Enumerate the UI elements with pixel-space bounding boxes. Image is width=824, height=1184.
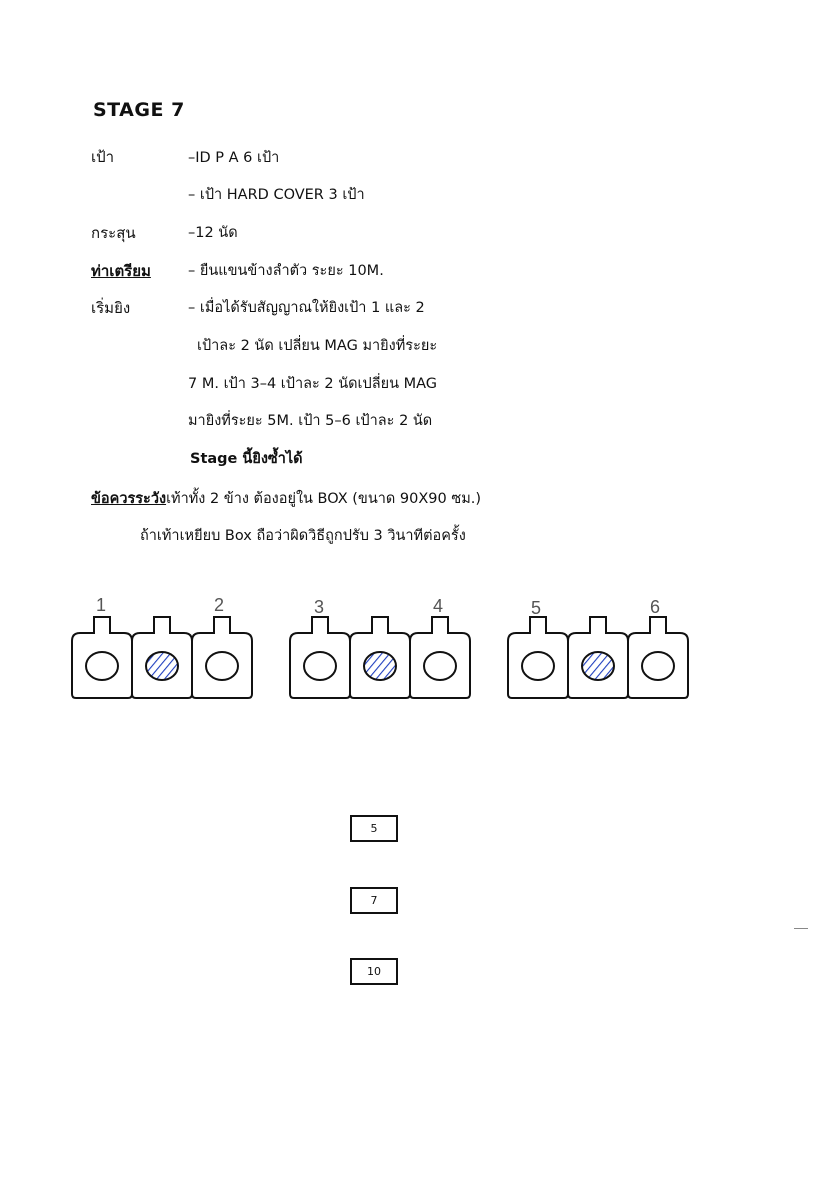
caution-label: ข้อควรระวัง xyxy=(91,491,167,507)
start-line-3: 7 M. เป้า 3–4 เป้าละ 2 นัดเปลี่ยน MAG xyxy=(188,376,438,392)
value-ready-position: – ยืนแขนข้างลำตัว ระยะ 10M. xyxy=(188,263,384,279)
hard-cover-target xyxy=(350,617,410,698)
idpa-target xyxy=(628,617,688,698)
target-number-5: 5 xyxy=(530,598,542,618)
target-number-2: 2 xyxy=(213,595,225,615)
idpa-target xyxy=(192,617,252,698)
hard-cover-target xyxy=(568,617,628,698)
repeat-note: Stage นี้ยิงซ้ำได้ xyxy=(190,451,303,467)
target-layout-diagram xyxy=(0,585,824,715)
label-targets: เป้า xyxy=(91,148,115,166)
distance-box-7: 7 xyxy=(350,887,398,914)
idpa-target xyxy=(410,617,470,698)
caution-text: เท้าทั้ง 2 ข้าง ต้องอยู่ใน BOX (ขนาด 90X90 ซม.) xyxy=(166,491,482,507)
hard-cover-target xyxy=(132,617,192,698)
stage-title: STAGE 7 xyxy=(93,99,185,121)
label-ready-position: ท่าเตรียม xyxy=(91,262,151,280)
scan-edge-mark xyxy=(794,928,808,929)
idpa-target xyxy=(508,617,568,698)
value-start: – เมื่อได้รับสัญญาณให้ยิงเป้า 1 และ 2 xyxy=(188,300,425,316)
caution-line xyxy=(91,487,481,510)
idpa-target xyxy=(290,617,350,698)
target-number-6: 6 xyxy=(649,597,661,617)
value-hard-cover: – เป้า HARD COVER 3 เป้า xyxy=(188,187,365,203)
penalty-line: ถ้าเท้าเหยียบ Box ถือว่าผิดวิธีถูกปรับ 3 วินาทีต่อครั้ง xyxy=(140,528,466,544)
idpa-target xyxy=(72,617,132,698)
target-number-1: 1 xyxy=(95,595,107,615)
target-number-3: 3 xyxy=(313,597,325,617)
distance-box-10: 10 xyxy=(350,958,398,985)
start-line-2: เป้าละ 2 นัด เปลี่ยน MAG มายิงที่ระยะ xyxy=(197,338,438,354)
label-start: เริ่มยิง xyxy=(91,299,131,317)
value-targets: –ID P A 6 เป้า xyxy=(188,150,280,166)
target-number-4: 4 xyxy=(432,596,444,616)
start-line-4: มายิงที่ระยะ 5M. เป้า 5–6 เป้าละ 2 นัด xyxy=(188,413,433,429)
label-ammo: กระสุน xyxy=(91,224,136,242)
value-ammo: –12 นัด xyxy=(188,225,238,241)
distance-box-5: 5 xyxy=(350,815,398,842)
